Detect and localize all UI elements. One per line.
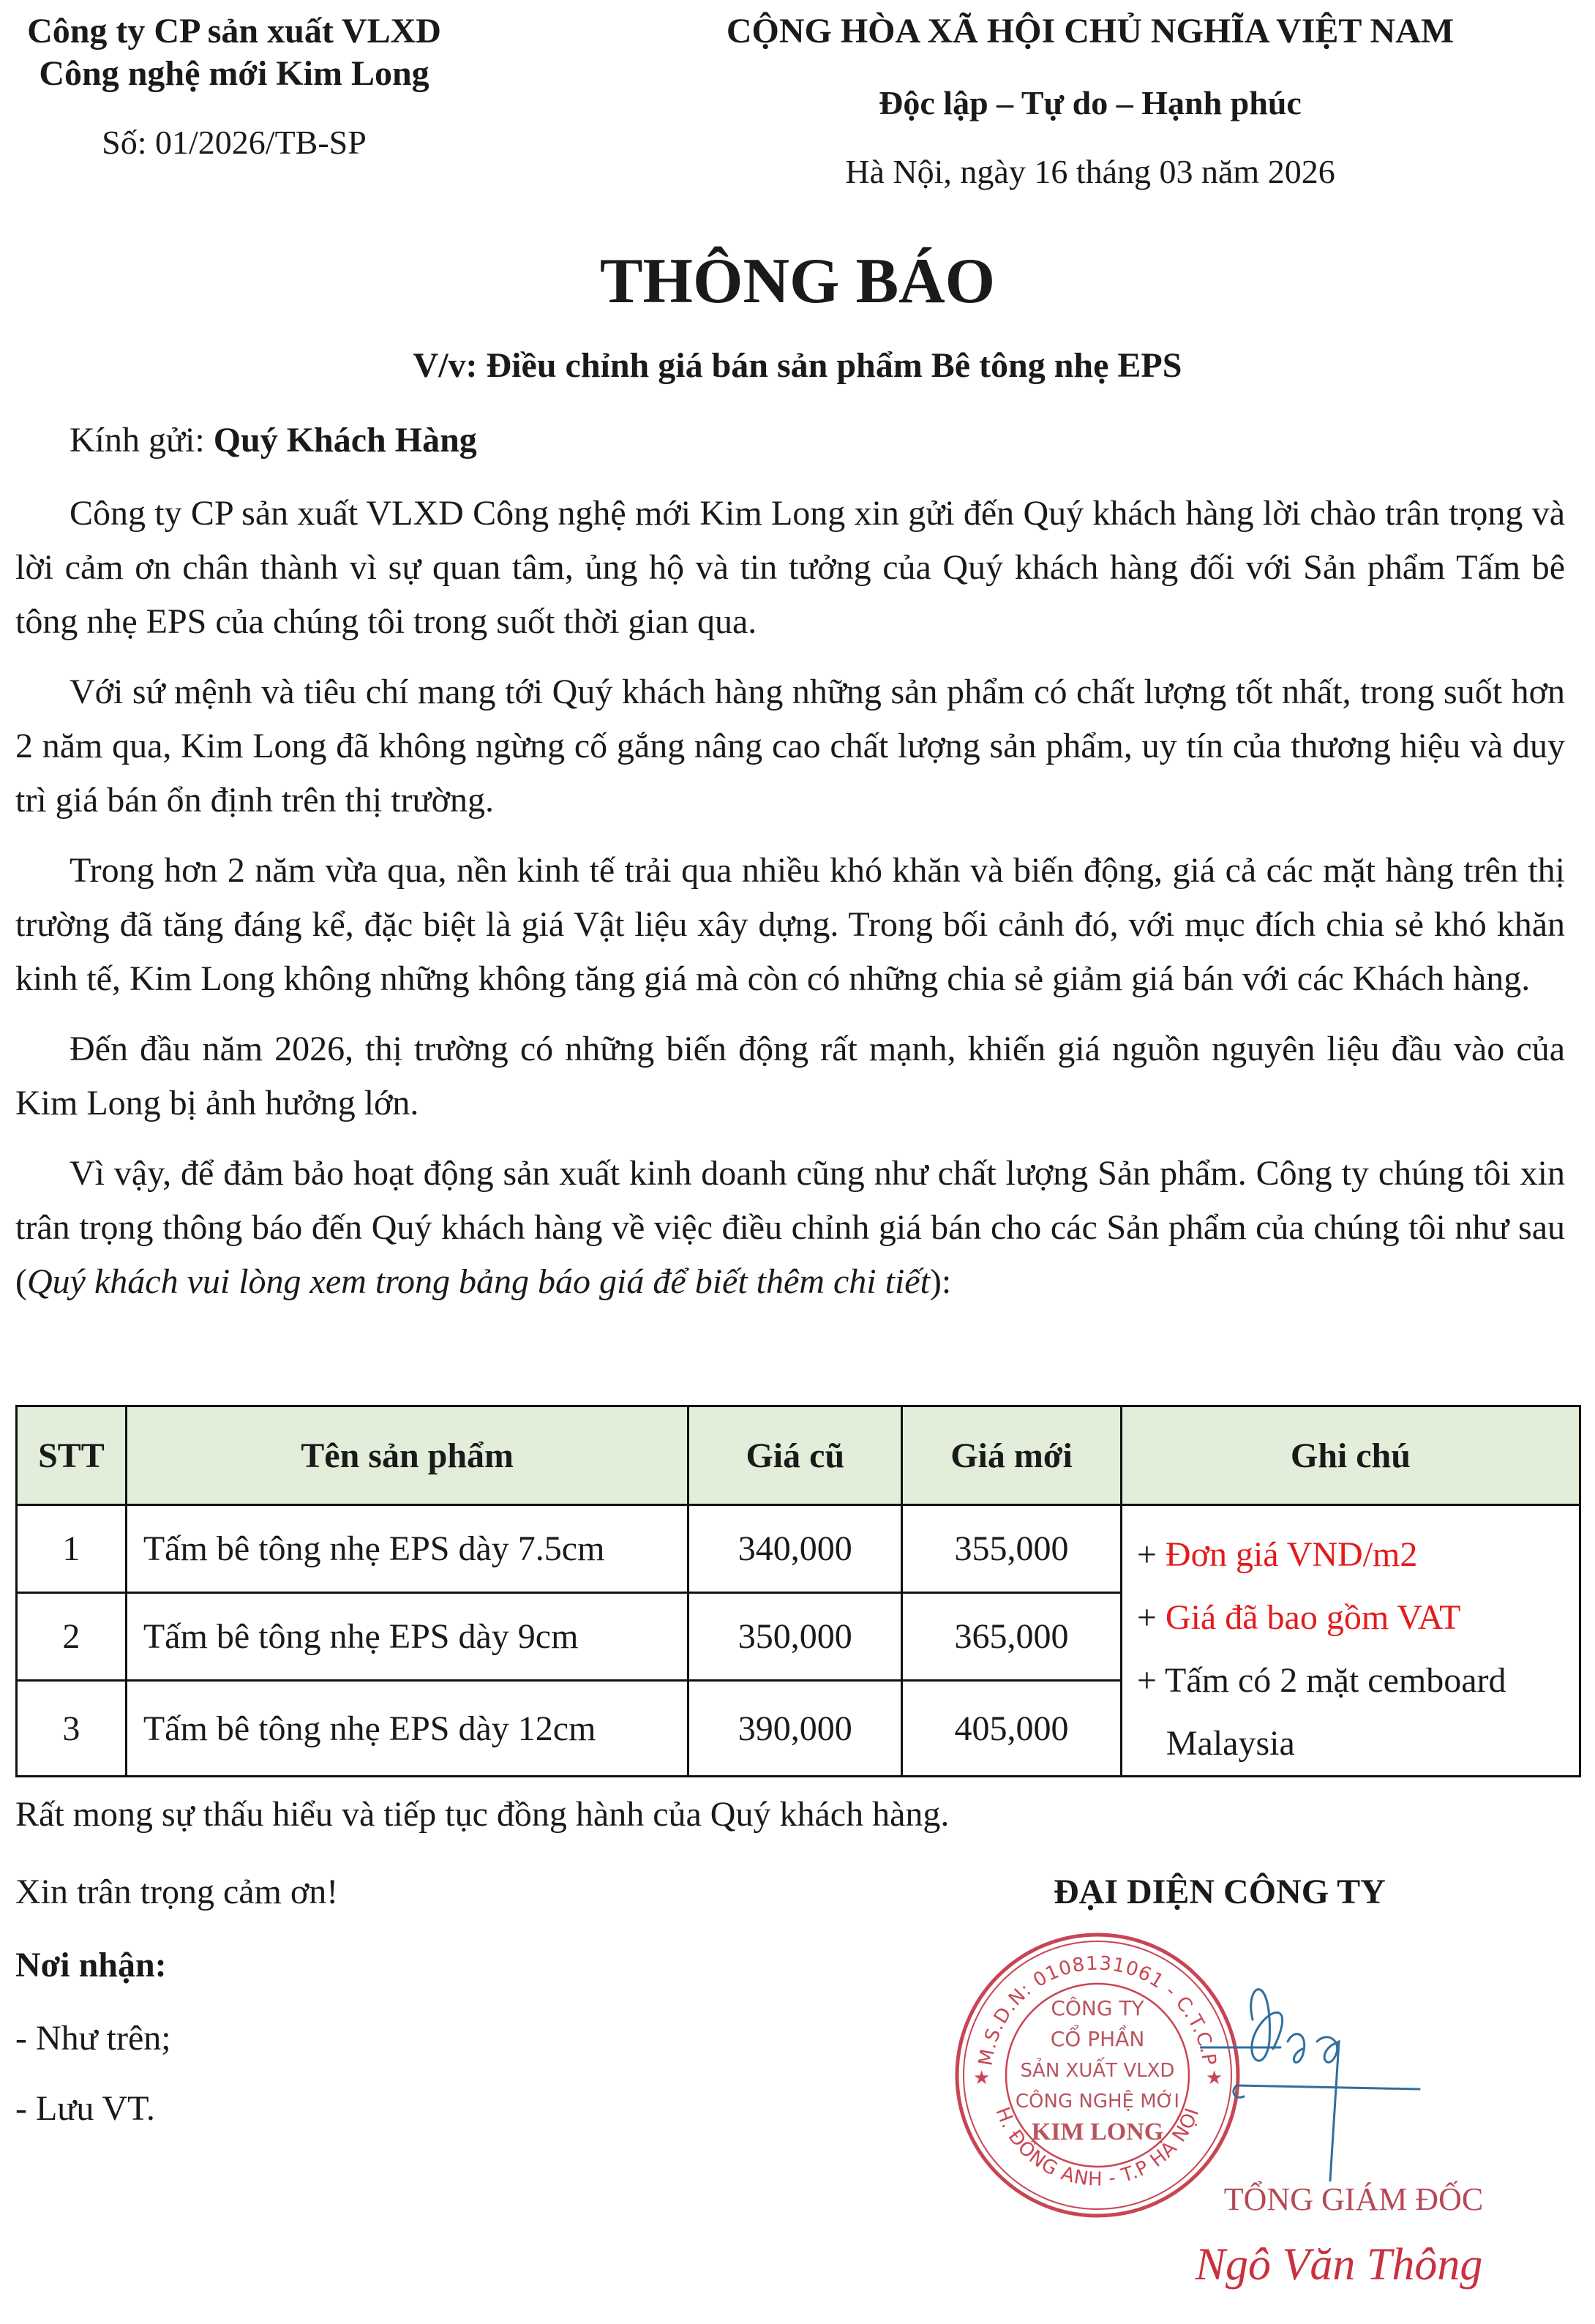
table-row [17,1505,1580,1593]
paragraph-1: Công ty CP sản xuất VLXD Công nghệ mới Kim Long xin gửi đến Quý khách hàng lời chào trân trọng và lời cảm ơn chân thành vì sự quan tâm, ủng hộ và tin tưởng của Quý khách hàng đối với Sản phẩm Tấm bê tông nhẹ EPS của chúng tôi trong suốt thời gian qua. [15,494,1565,641]
recipients-label: Nơi nhận: [15,1946,167,1984]
company-name [0,10,468,95]
paragraph-5-italic: Quý khách vui lòng xem trong bảng báo giá để biết thêm chi tiết [26,1262,930,1301]
cell-product-name: Tấm bê tông nhẹ EPS dày 7.5cm [126,1505,688,1593]
signatory-name: Ngô Văn Thông [1195,2240,1483,2290]
note-text: Đơn giá VND/m2 [1165,1535,1418,1574]
company-name-line1: Công ty CP sản xuất VLXD [27,12,441,50]
note-bullet: + [1136,1598,1166,1637]
svg-text:H. ĐÔNG ANH - T.P HÀ NỘI: H. ĐÔNG ANH - T.P HÀ NỘI [991,2104,1204,2191]
cell-old-price: 340,000 [688,1505,902,1593]
svg-text:CÔNG TY: CÔNG TY [1051,1996,1144,2020]
column-header-old-price: Giá cũ [688,1406,902,1505]
signature-icon [1200,1961,1441,2188]
paragraph-3: Trong hơn 2 năm vừa qua, nền kinh tế trải qua nhiều khó khăn và biến động, giá cả các mặt hàng trên thị trường đã tăng đáng kể, đặc biệt là giá Vật liệu xây dựng. Trong bối cảnh đó, với mục đích chia sẻ khó khăn kinh tế, Kim Long không những không tăng giá mà còn có những chia sẻ giảm giá bán với các Khách hàng. [15,851,1565,998]
representative-label: ĐẠI DIỆN CÔNG TY [1054,1873,1386,1911]
svg-text:CÔNG NGHỆ MỚI: CÔNG NGHỆ MỚI [1015,2091,1180,2113]
svg-text:CỔ PHẦN: CỔ PHẦN [1050,2027,1145,2051]
cell-stt: 2 [17,1593,127,1681]
greeting-recipient: Quý Khách Hàng [213,421,477,460]
svg-text:M.S.D.N: 0108131061 - C.T.C.P: M.S.D.N: 0108131061 - C.T.C.P [975,1952,1220,2068]
note-text: Tấm có 2 mặt cemboard [1165,1661,1506,1700]
column-header-stt: STT [17,1406,127,1505]
cell-product-name: Tấm bê tông nhẹ EPS dày 12cm [126,1681,688,1777]
paragraph-5 [15,1147,1565,1309]
price-table [15,1405,1581,1777]
svg-text:KIM LONG: KIM LONG [1031,2118,1164,2145]
greeting [70,419,477,462]
closing-line: Rất mong sự thấu hiểu và tiếp tục đồng hành của Quý khách hàng. [15,1795,950,1834]
cell-new-price: 405,000 [902,1681,1122,1777]
note-bullet: + [1136,1661,1166,1700]
paragraph-2: Với sứ mệnh và tiêu chí mang tới Quý khách hàng những sản phẩm có chất lượng tốt nhất, trong suốt hơn 2 năm qua, Kim Long đã không ngừng cố gắng nâng cao chất lượng sản phẩm, uy tín của thương hiệu và duy trì giá bán ổn định trên thị trường. [15,672,1565,820]
note-item [1137,1523,1579,1586]
recipient-item: - Lưu VT. [15,2089,155,2128]
position-title: TỔNG GIÁM ĐỐC [1223,2181,1484,2217]
note-item-continued: Malaysia [1166,1724,1295,1763]
place-date: Hà Nội, ngày 16 tháng 03 năm 2026 [845,153,1335,190]
body-text [15,487,1565,1325]
cell-stt: 1 [17,1505,127,1593]
note-text: Giá đã bao gồm VAT [1165,1598,1461,1637]
note-item [1137,1649,1579,1712]
paragraph-4: Đến đầu năm 2026, thị trường có những biến động rất mạnh, khiến giá nguồn nguyên liệu đầu vào của Kim Long bị ảnh hưởng lớn. [15,1030,1565,1122]
note-bullet: + [1136,1535,1166,1574]
cell-stt: 3 [17,1681,127,1777]
cell-old-price: 350,000 [688,1593,902,1681]
cell-notes [1121,1505,1580,1777]
document-subject: V/v: Điều chỉnh giá bán sản phẩm Bê tông nhẹ EPS [413,346,1182,385]
svg-text:★: ★ [973,2067,991,2088]
column-header-product-name: Tên sản phẩm [126,1406,688,1505]
cell-product-name: Tấm bê tông nhẹ EPS dày 9cm [126,1593,688,1681]
greeting-prefix: Kính gửi: [70,421,214,460]
document-number: Số: 01/2026/TB-SP [102,124,367,161]
svg-text:SẢN XUẤT VLXD: SẢN XUẤT VLXD [1020,2060,1175,2082]
national-motto: Độc lập – Tự do – Hạnh phúc [879,84,1302,121]
cell-old-price: 390,000 [688,1681,902,1777]
recipient-item: - Như trên; [15,2019,171,2058]
cell-new-price: 355,000 [902,1505,1122,1593]
national-title: CỘNG HÒA XÃ HỘI CHỦ NGHĨA VIỆT NAM [726,12,1455,50]
paragraph-5-text: Vì vậy, để đảm bảo hoạt động sản xuất kinh doanh cũng như chất lượng Sản phẩm. Công ty chúng tôi xin trân trọng thông báo đến Quý khách hàng về việc điều chỉnh giá bán cho các Sản phẩm của chúng tôi như sau ( [15,1154,1565,1301]
company-name-line2: Công nghệ mới Kim Long [39,54,429,93]
svg-text:★: ★ [1206,2067,1223,2088]
thanks-line: Xin trân trọng cảm ơn! [15,1873,339,1911]
column-header-notes: Ghi chú [1121,1406,1580,1505]
cell-new-price: 365,000 [902,1593,1122,1681]
paragraph-5-suffix: ): [929,1262,952,1301]
document-title: THÔNG BÁO [599,246,996,317]
column-header-new-price: Giá mới [902,1406,1122,1505]
table-header-row [17,1406,1580,1505]
note-item [1137,1586,1579,1649]
